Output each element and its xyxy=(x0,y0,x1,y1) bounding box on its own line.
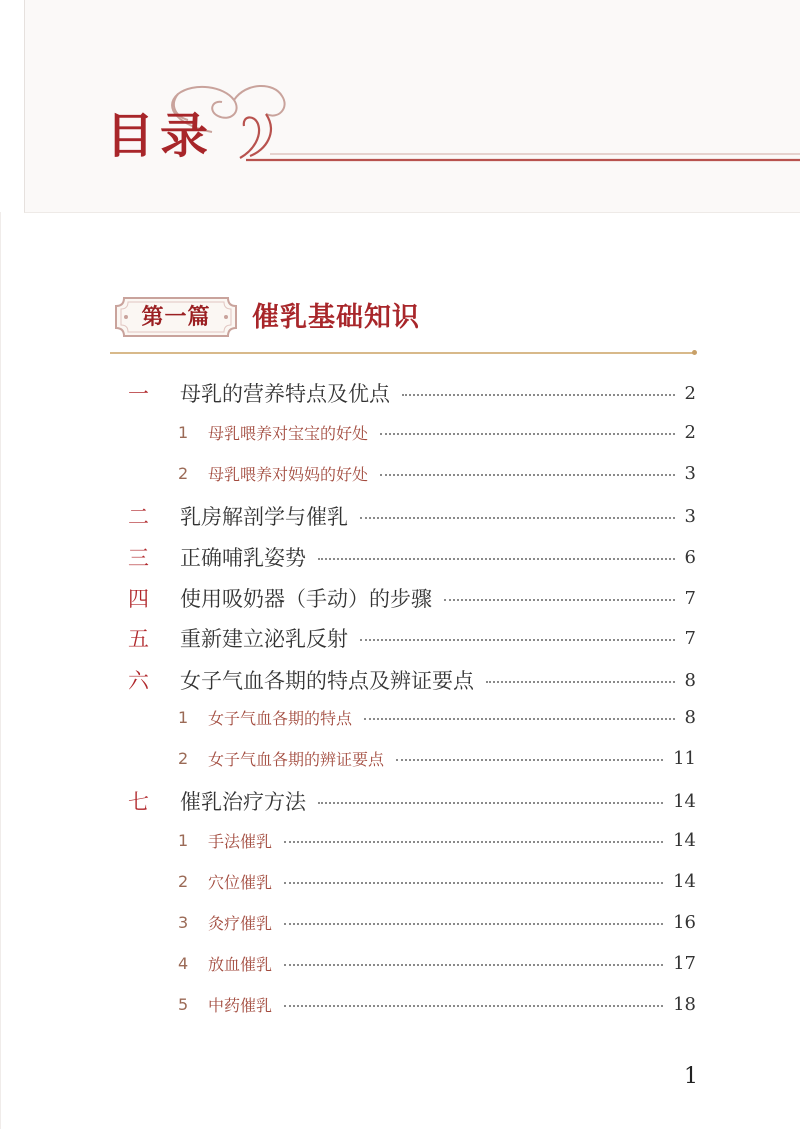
toc-entry-page: 7 xyxy=(684,587,696,609)
toc-entry-number: 1 xyxy=(178,707,189,727)
toc-subentry[interactable] xyxy=(178,988,696,1020)
toc-entry-label: 穴位催乳 xyxy=(208,872,273,892)
toc-entry-page: 2 xyxy=(684,421,696,443)
dot-leader xyxy=(284,964,663,966)
toc-entry-page: 14 xyxy=(673,870,696,892)
toc-subentry[interactable] xyxy=(178,947,696,979)
dot-leader xyxy=(444,599,675,601)
toc-entry-number: 2 xyxy=(178,463,189,483)
dot-leader xyxy=(402,394,675,396)
page-edge-line xyxy=(0,212,1,1129)
page-number: 1 xyxy=(684,1064,698,1089)
toc-entry-label: 乳房解剖学与催乳 xyxy=(180,505,348,529)
toc-entry-label: 中药催乳 xyxy=(208,995,273,1015)
toc-entry-label: 手法催乳 xyxy=(208,831,273,851)
dot-leader xyxy=(380,433,675,435)
toc-entry-label: 放血催乳 xyxy=(208,954,273,974)
dot-leader xyxy=(284,841,663,843)
divider-end-dot xyxy=(692,350,697,355)
toc-entry-number: 六 xyxy=(128,669,149,693)
toc-entry[interactable] xyxy=(128,664,696,696)
toc-entry-label: 使用吸奶器（手动）的步骤 xyxy=(180,587,432,611)
dot-leader xyxy=(360,517,675,519)
toc-entry-number: 3 xyxy=(178,912,189,932)
toc-subentry[interactable] xyxy=(178,906,696,938)
toc-entry-number: 4 xyxy=(178,953,189,973)
toc-entry-label: 女子气血各期的特点 xyxy=(208,708,353,728)
toc-entry[interactable] xyxy=(128,541,696,573)
part-title: 催乳基础知识 xyxy=(252,302,420,333)
toc-entry-page: 18 xyxy=(673,993,696,1015)
toc-entry-page: 17 xyxy=(673,952,696,974)
dot-leader xyxy=(380,474,675,476)
toc-entry-page: 8 xyxy=(684,669,696,691)
toc-entry-number: 三 xyxy=(128,546,149,570)
toc-entry[interactable] xyxy=(128,622,696,654)
cloud-swirl-ornament xyxy=(150,80,800,170)
dot-leader xyxy=(396,759,663,761)
toc-entry-number: 1 xyxy=(178,830,189,850)
toc-entry-label: 女子气血各期的特点及辨证要点 xyxy=(180,669,474,693)
toc-entry-number: 一 xyxy=(128,382,149,406)
toc-entry[interactable] xyxy=(128,785,696,817)
toc-entry-page: 16 xyxy=(673,911,696,933)
toc-entry-label: 母乳喂养对妈妈的好处 xyxy=(208,464,369,484)
toc-entry-label: 母乳的营养特点及优点 xyxy=(180,382,390,406)
toc-entry-page: 7 xyxy=(684,627,696,649)
toc-entry[interactable] xyxy=(128,582,696,614)
toc-entry-number: 七 xyxy=(128,790,149,814)
part-badge xyxy=(114,296,238,338)
dot-leader xyxy=(318,558,675,560)
toc-entry-page: 8 xyxy=(684,706,696,728)
dot-leader xyxy=(486,681,675,683)
dot-leader xyxy=(360,639,675,641)
toc-entry-label: 母乳喂养对宝宝的好处 xyxy=(208,423,369,443)
toc-subentry[interactable] xyxy=(178,701,696,733)
toc-subentry[interactable] xyxy=(178,416,696,448)
toc-entry-page: 2 xyxy=(684,382,696,404)
toc-entry-page: 3 xyxy=(684,505,696,527)
toc-entry-number: 二 xyxy=(128,505,149,529)
toc-entry-page: 11 xyxy=(673,747,696,769)
toc-entry-number: 五 xyxy=(128,627,149,651)
toc-entry-number: 1 xyxy=(178,422,189,442)
toc-heading: 目录 xyxy=(106,108,215,164)
dot-leader xyxy=(318,802,663,804)
toc-entry-label: 催乳治疗方法 xyxy=(180,790,306,814)
toc-entry-label: 正确哺乳姿势 xyxy=(180,546,306,570)
toc-entry-page: 14 xyxy=(673,829,696,851)
toc-entry-label: 女子气血各期的辨证要点 xyxy=(208,749,385,769)
toc-entry-label: 灸疗催乳 xyxy=(208,913,273,933)
section-divider xyxy=(110,352,696,354)
toc-entry-number: 2 xyxy=(178,748,189,768)
toc-subentry[interactable] xyxy=(178,824,696,856)
toc-entry[interactable] xyxy=(128,500,696,532)
toc-entry-number: 四 xyxy=(128,587,149,611)
part-badge-label: 第一篇 xyxy=(141,304,211,330)
toc-entry-page: 6 xyxy=(684,546,696,568)
dot-leader xyxy=(284,923,663,925)
toc-entry[interactable] xyxy=(128,377,696,409)
toc-entry-page: 3 xyxy=(684,462,696,484)
toc-entry-number: 5 xyxy=(178,994,189,1014)
toc-subentry[interactable] xyxy=(178,457,696,489)
dot-leader xyxy=(364,718,675,720)
dot-leader xyxy=(284,882,663,884)
toc-subentry[interactable] xyxy=(178,742,696,774)
toc-entry-label: 重新建立泌乳反射 xyxy=(180,627,348,651)
toc-subentry[interactable] xyxy=(178,865,696,897)
toc-entry-page: 14 xyxy=(673,790,696,812)
dot-leader xyxy=(284,1005,663,1007)
toc-entry-number: 2 xyxy=(178,871,189,891)
